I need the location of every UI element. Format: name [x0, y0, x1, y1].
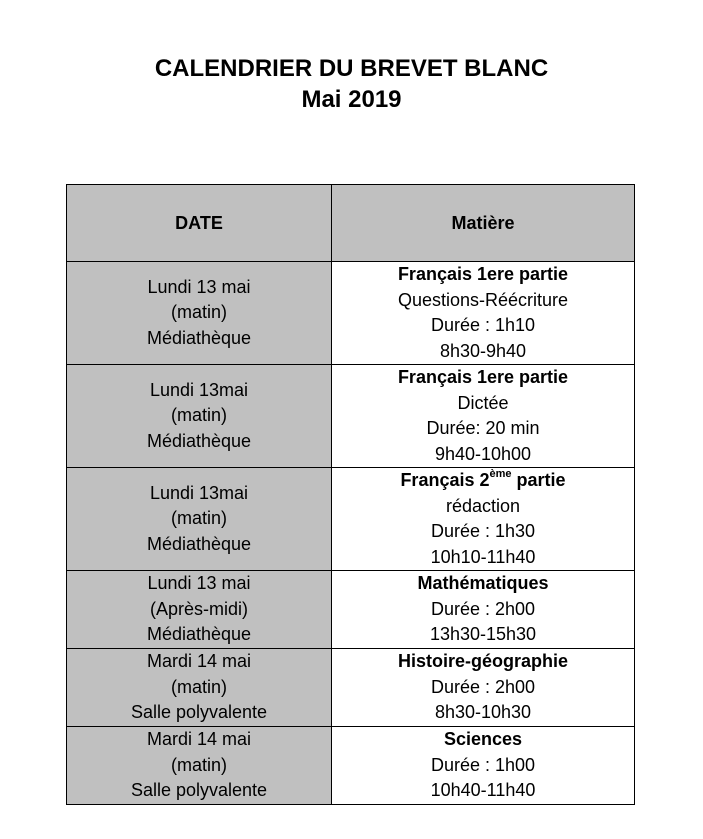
table-row [67, 365, 635, 468]
date-period: (matin) [170, 405, 227, 426]
exam-schedule-table [66, 184, 635, 805]
subject-duration: Durée : 1h10 [430, 315, 536, 335]
date-cell [67, 365, 332, 468]
subject-duration: Durée : 1h00 [430, 754, 536, 775]
table-row [67, 649, 635, 727]
subject-name-suffix: partie [511, 470, 566, 490]
subject-name: Sciences [443, 729, 523, 750]
subject-time: 10h40-11h40 [430, 780, 536, 801]
subject-name: Français 1ere partie [397, 367, 569, 387]
date-period: (matin) [170, 508, 227, 529]
subject-name: Histoire-géographie [397, 651, 569, 672]
table-row [67, 262, 635, 365]
subject-cell [332, 727, 635, 805]
subject-duration: Durée: 20 min [426, 418, 540, 438]
table-row [67, 727, 635, 805]
date-period: (matin) [170, 754, 227, 775]
subject-duration: Durée : 2h00 [430, 598, 536, 619]
date-location: Médiathèque [146, 327, 252, 348]
subject-cell [332, 649, 635, 727]
page-title: CALENDRIER DU BREVET BLANC [154, 55, 549, 82]
subject-time: 13h30-15h30 [429, 624, 537, 645]
date-cell [67, 262, 332, 365]
subject-cell [332, 571, 635, 649]
subject-time: 8h30-9h40 [439, 340, 527, 361]
subject-time: 10h10-11h40 [430, 546, 536, 567]
date-day: Lundi 13mai [149, 379, 249, 400]
date-day: Mardi 14 mai [146, 651, 252, 672]
date-day: Lundi 13mai [149, 482, 249, 503]
date-period: (Après-midi) [149, 598, 248, 619]
date-cell [67, 649, 332, 727]
subject-time: 8h30-10h30 [434, 702, 532, 723]
table-row [67, 571, 635, 649]
page-subtitle: Mai 2019 [301, 86, 402, 113]
date-day: Lundi 13 mai [147, 276, 251, 297]
date-cell [67, 468, 332, 571]
subject-name-prefix: Français 2 [400, 470, 490, 490]
date-location: Médiathèque [146, 430, 252, 451]
subject-detail: Questions-Réécriture [397, 289, 569, 310]
date-location: Salle polyvalente [130, 780, 268, 801]
column-header-subject: Matière [332, 185, 635, 262]
subject-cell [332, 365, 635, 468]
table-header-row [67, 185, 635, 262]
date-cell [67, 571, 332, 649]
subject-name: Mathématiques [417, 573, 549, 594]
subject-name: Français 1ere partie [397, 264, 569, 284]
date-location: Médiathèque [146, 624, 252, 645]
subject-cell [332, 262, 635, 365]
subject-detail: rédaction [445, 495, 521, 516]
date-day: Mardi 14 mai [146, 729, 252, 750]
column-header-date: DATE [67, 185, 332, 262]
subject-time: 9h40-10h00 [434, 443, 532, 464]
date-period: (matin) [170, 676, 227, 697]
subject-detail: Dictée [457, 392, 509, 413]
subject-name [332, 468, 634, 494]
date-location: Médiathèque [146, 533, 252, 554]
date-location: Salle polyvalente [130, 702, 268, 723]
subject-duration: Durée : 1h30 [430, 521, 536, 541]
date-period: (matin) [170, 302, 227, 323]
subject-duration: Durée : 2h00 [430, 676, 536, 697]
subject-cell [332, 468, 635, 571]
date-day: Lundi 13 mai [147, 573, 251, 594]
subject-name-superscript: ème [489, 468, 512, 480]
table-row [67, 468, 635, 571]
date-cell [67, 727, 332, 805]
